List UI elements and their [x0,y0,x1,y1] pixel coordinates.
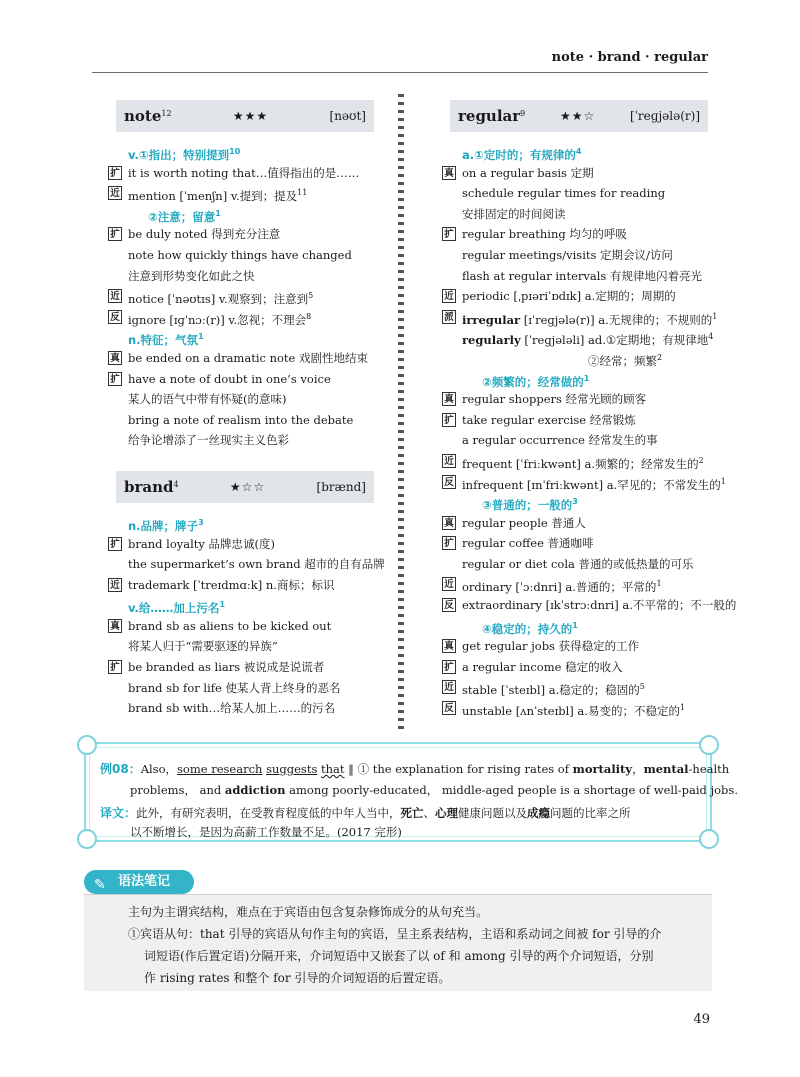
sense-heading: ③普通的；一般的$^3$ [482,497,578,512]
relation-tag: 近 [442,577,456,591]
relation-tag: 真 [108,351,122,365]
entry-line: 扩 regular coffee 普通咖啡 [438,533,734,554]
relation-tag: 近 [108,289,122,303]
entry-line: schedule regular times for reading [462,186,666,201]
entry-line: 扩 a regular income 稳定的收入 [438,657,734,678]
left-column [104,100,400,719]
entry-line: regular or diet cola 普通的或低热量的可乐 [462,556,694,571]
entry-line: 反 ignore [ɪɡˈnɔː(r)] v.忽视；不理会$^8$ [104,307,400,328]
right-column [438,100,737,719]
example-line-2: problems， and addiction among poorly-educated， middle-aged people is a shortage of well-paid jobs. [130,783,738,797]
entry-line: 反 extraordinary [ɪkˈstrɔːdnri] a.不平常的；不一般的 [438,595,734,616]
entry-line: 将某人归于“需要驱逐的异族” [128,639,278,654]
relation-tag: 反 [442,598,456,612]
entry-header-note [116,100,374,132]
entry-header-regular [450,100,708,132]
sense-heading: a.①定时的；有规律的$^4$ [462,147,582,162]
relation-tag: 派 [442,310,456,324]
translation-line-2: 以不断增长，是因为高薪工作数量不足。(2017 完形) [130,825,402,839]
entry-line: 近 trademark [ˈtreɪdmɑːk] n.商标；标识 [104,575,400,596]
note-line: 主句为主谓宾结构，难点在于宾语由包含复杂修饰成分的从句充当。 [128,905,489,919]
entry-line: 近 mention [ˈmenʃn] v.提到；提及$^{11}$ [104,183,400,204]
relation-tag: 真 [442,639,456,653]
corner-ornament [699,735,719,755]
note-line: 作 rising rates 和整个 for 引导的介词短语的后置定语。 [144,971,451,985]
running-header: note · brand · regular [551,50,708,65]
relation-tag: 扩 [442,413,456,427]
entry-line: 扩 be branded as liars 被说成是说谎者 [104,657,400,678]
example-line-1: 例08：Also，some research suggests that ‖ ① the explanation for rising rates of mortality，mental-health [100,762,730,776]
entry-line: ②经常；频繁$^2$ [588,352,663,368]
entry-line: regularly [ˈreɡjələli] ad.①定期地；有规律地$^4$ [462,332,714,348]
sense-heading: n.特征；气氛$^1$ [128,332,204,348]
entry-line: 某人的语气中带有怀疑(的意味) [128,392,287,407]
entry-line: 真 regular people 普通人 [438,513,734,534]
relation-tag: 近 [442,680,456,694]
entry-line: 扩 have a note of doubt in one’s voice [104,369,400,390]
entry-line: 扩 be duly noted 得到充分注意 [104,224,400,245]
entry-line: 反 unstable [ʌnˈsteɪbl] a.易变的；不稳定的$^1$ [438,698,734,719]
entry-line: bring a note of realism into the debate [128,412,354,427]
grammar-notes-box [84,894,712,991]
frequency-stars: ★★☆ [559,109,596,123]
note-line: ①宾语从句：that 引导的宾语从句作主句的宾语，呈主系表结构，主语和系动词之间被 for 引导的介 [128,927,662,941]
example-label: 例08： [100,762,141,776]
relation-tag: 扩 [442,536,456,550]
entry-line: 真 be ended on a dramatic note 戏剧性地结束 [104,348,400,369]
phonetic: [nəʊt] [329,109,366,123]
column-divider [398,94,404,734]
entry-line: 真 brand sb as aliens to be kicked out [104,616,400,637]
relation-tag: 真 [108,619,122,633]
relation-tag: 反 [442,475,456,489]
entry-line: 真 on a regular basis 定期 [438,163,734,184]
example-sentence-box [84,742,738,842]
entry-line: 给争论增添了一丝现实主义色彩 [128,433,289,448]
translation-label: 译文： [100,806,137,820]
sense-heading: v.给……加上污名$^1$ [128,600,226,616]
phonetic: [ˈreɡjələ(r)] [629,109,700,123]
entry-line: brand sb for life 使某人背上终身的恶名 [128,680,341,695]
relation-tag: 近 [108,578,122,592]
corner-ornament [77,735,97,755]
entry-line: 真 regular shoppers 经常光顾的顾客 [438,389,734,410]
translation-line-1: 译文：此外，有研究表明，在受教育程度低的中年人当中，死亡、心理健康问题以及成瘾问题的比率之所 [100,806,631,820]
relation-tag: 扩 [108,372,122,386]
grammar-notes-header [84,870,194,894]
relation-tag: 反 [442,701,456,715]
corner-ornament [699,829,719,849]
entry-line: flash at regular intervals 有规律地闪着亮光 [462,268,702,283]
entry-line: 近 stable [ˈsteɪbl] a.稳定的；稳固的$^5$ [438,677,734,698]
relation-tag: 反 [108,310,122,324]
relation-tag: 近 [108,186,122,200]
entry-line: 派 irregular [ɪˈreɡjələ(r)] a.无规律的；不规则的$^1$ [438,307,734,328]
entry-line: 安排固定的时间阅读 [462,206,566,221]
grammar-notes-title: 语法笔记 [118,874,171,889]
entry-line: a regular occurrence 经常发生的事 [462,433,658,448]
page-number: 49 [693,1012,710,1027]
entry-line: 反 infrequent [ɪnˈfriːkwənt] a.罕见的；不常发生的$^1$ [438,472,734,493]
entry-line: 近 frequent [ˈfriːkwənt] a.频繁的；经常发生的$^2$ [438,451,734,472]
quill-icon: ✎ [94,877,106,893]
entry-line: 近 ordinary [ˈɔːdnri] a.普通的；平常的$^1$ [438,574,734,595]
relation-tag: 近 [442,454,456,468]
sense-heading: ②频繁的；经常做的$^1$ [482,373,590,389]
entry-body-brand [104,513,400,719]
relation-tag: 扩 [442,227,456,241]
header-rule [92,72,708,73]
entry-line: 扩 it is worth noting that…值得指出的是…… [104,163,400,184]
entry-line: note how quickly things have changed [128,247,352,262]
headword: regular$^9$ [458,107,526,125]
headword: note$^{12}$ [124,107,172,125]
sense-heading: n.品牌；牌子$^3$ [128,517,204,533]
entry-body-note [104,142,400,451]
entry-line: 注意到形势变化如此之快 [128,268,255,283]
sense-heading: ④稳定的；持久的$^1$ [482,620,578,636]
entry-line: 扩 regular breathing 均匀的呼吸 [438,224,734,245]
frequency-stars: ★★★ [232,109,269,123]
relation-tag: 扩 [108,227,122,241]
relation-tag: 真 [442,516,456,530]
frequency-stars: ★☆☆ [229,479,266,494]
phonetic: [brænd] [316,479,366,494]
relation-tag: 扩 [108,166,122,180]
entry-line: the supermarket’s own brand 超市的自有品牌 [128,557,385,572]
relation-tag: 扩 [108,537,122,551]
entry-line: 近 periodic [ˌpɪəriˈɒdɪk] a.定期的；周期的 [438,286,734,307]
corner-ornament [77,829,97,849]
relation-tag: 扩 [442,660,456,674]
entry-line: regular meetings/visits 定期会议/访问 [462,247,673,262]
relation-tag: 真 [442,392,456,406]
entry-line: 真 get regular jobs 获得稳定的工作 [438,636,734,657]
entry-line: brand sb with…给某人加上……的污名 [128,701,336,716]
entry-line: 近 notice [ˈnəʊtɪs] v.观察到；注意到$^5$ [104,286,400,307]
note-line: 词短语(作后置定语)分隔开来，介词短语中又嵌套了以 of 和 among 引导的两个介词短语，分别 [144,949,654,963]
relation-tag: 真 [442,166,456,180]
entry-line: 扩 take regular exercise 经常锻炼 [438,410,734,431]
relation-tag: 扩 [108,660,122,674]
headword: brand$^4$ [124,477,179,496]
entry-body-regular [438,142,737,719]
entry-line: 扩 brand loyalty 品牌忠诚(度) [104,534,400,555]
sense-heading: ②注意；留意$^1$ [148,208,221,224]
relation-tag: 近 [442,289,456,303]
entry-header-brand [116,471,374,503]
sense-heading: v.①指出；特别提到$^{10}$ [128,147,241,162]
